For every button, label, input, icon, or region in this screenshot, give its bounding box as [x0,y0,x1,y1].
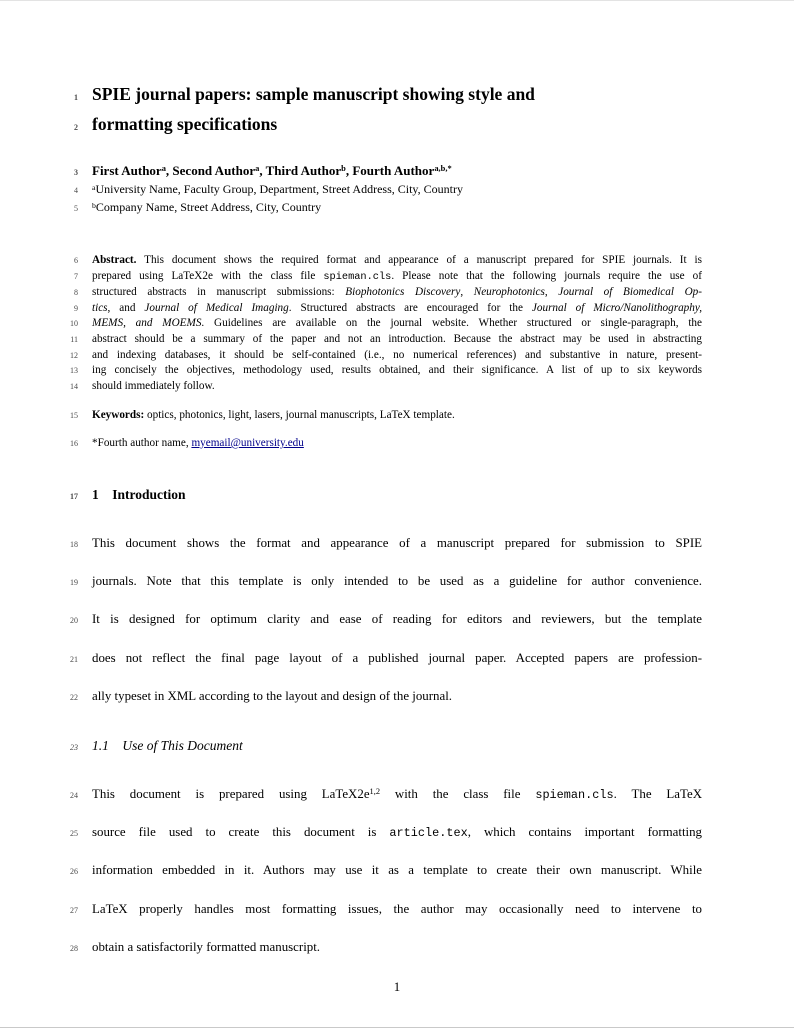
line-number: 7 [74,271,78,281]
line-number: 18 [70,539,78,549]
text-segment: , which contains important formatting [467,824,702,839]
line-text [92,640,702,677]
text-segment: spieman.cls [535,787,614,802]
line-text [92,525,702,562]
text-segment: Keywords: [92,409,145,422]
text-segment: b [92,200,96,210]
text-segment: abstract should be a summary of the paper and not an introduction. Because the abstract may be used in abstracting [92,332,702,345]
text-segment: This document is prepared using LaTeX2e [92,786,370,801]
line-number: 12 [70,350,78,360]
line-text [92,163,702,179]
doc-line [70,737,702,757]
line-number: 1 [74,93,78,102]
doc-line [70,852,702,890]
line-text [92,776,702,814]
doc-line [70,776,703,814]
doc-line [70,363,702,379]
line-number: 21 [70,654,78,664]
doc-line [70,678,702,716]
line-text [92,181,702,197]
line-text [92,601,702,638]
doc-line [74,81,702,111]
doc-line [74,199,702,217]
block-title [74,81,702,141]
block-body [70,525,702,717]
doc-line [74,181,702,199]
text-segment: University Name, Faculty Group, Department, Street Address, City, Country [95,182,463,196]
text-segment: *Fourth author name, [92,436,192,449]
doc-line [70,486,702,506]
line-number: 10 [70,319,78,329]
text-segment: , Third Author [259,163,342,178]
text-segment: , Second Author [165,163,256,178]
block-abstract [70,253,703,394]
line-number: 26 [70,867,78,877]
text-segment: article.tex [389,825,468,840]
line-text [92,111,702,137]
text-segment: . Please note that the following journals require the use of [391,269,702,282]
line-text [92,253,702,269]
line-text [92,379,702,395]
line-number: 3 [74,168,78,177]
text-segment: should immediately follow. [92,379,215,392]
text-segment: Biophotonics Discovery [345,286,461,299]
text-segment: a,b,* [434,163,452,174]
line-text [92,316,702,332]
doc-line [70,436,702,452]
line-number: 5 [74,204,78,213]
email-link[interactable]: myemail@university.edu [191,436,304,449]
text-segment: , and [107,301,145,314]
doc-line [70,891,702,929]
text-segment: , Fourth Author [345,163,435,178]
text-segment: First Author [92,163,162,178]
line-number: 17 [70,491,78,501]
doc-line [70,601,702,639]
doc-line [70,316,702,332]
block-h2 [70,737,702,757]
line-number: 23 [70,742,78,752]
block-note [70,436,702,452]
line-text [92,363,702,379]
doc-line [70,640,702,678]
text-segment: , [460,286,474,299]
text-segment: a [161,163,166,174]
text-segment: optics, photonics, light, lasers, journal manuscripts, LaTeX template. [144,409,455,422]
line-text [92,199,702,215]
text-segment: ing concisely the objectives, methodology used, results obtained, and their significance. A list of up to six keywords [92,364,702,377]
line-number: 16 [70,438,78,448]
line-text [92,891,702,928]
text-segment: LaTeX properly handles most formatting issues, the author may occasionally need to intervene to [92,901,702,916]
text-segment: Abstract. [92,254,137,266]
line-number: 6 [74,256,78,265]
doc-line [70,814,702,852]
block-h1 [70,486,702,506]
doc-line [74,301,703,317]
text-segment: 1 Introduction [92,486,186,502]
line-text [92,332,702,348]
line-text [92,678,702,715]
text-segment: Journal of Medical Imaging [144,301,289,314]
text-segment: source file used to create this document is [92,824,390,839]
line-text [92,348,702,364]
line-number: 4 [74,186,78,195]
line-text [92,301,702,317]
text-segment: . The LaTeX [613,786,703,801]
document-lines [70,81,703,968]
doc-line [70,408,702,424]
line-number: 8 [74,288,78,298]
doc-line [74,253,702,269]
block-keywords [70,408,702,424]
line-number: 15 [70,411,78,421]
doc-line [74,269,702,286]
line-number: 11 [70,334,78,344]
text-segment: does not reflect the final page layout of a published journal paper. Accepted papers are profession- [92,650,702,665]
text-segment: 1,2 [369,786,381,796]
text-segment: MEMS, and MOEMS [92,317,202,330]
line-text [92,737,702,755]
text-segment: This document shows the format and appearance of a manuscript prepared for submission to SPIE [92,535,702,550]
text-segment: Neurophotonics [473,286,545,299]
text-segment: It is designed for optimum clarity and ease of reading for editors and reviewers, but the template [92,612,702,627]
line-number: 13 [70,366,78,376]
text-segment: obtain a satisfactorily formatted manuscript. [92,940,321,955]
doc-line [74,163,702,181]
text-segment: prepared using LaTeX2e with the class file [92,269,324,282]
text-segment: a [255,163,260,174]
doc-line [70,332,702,348]
line-text [92,408,702,424]
page-number: 1 [393,979,401,994]
doc-line [70,525,702,563]
doc-line [74,285,703,301]
text-segment: with the class file [380,786,536,801]
line-text [92,285,702,301]
text-segment: a [92,182,96,192]
text-segment: structured abstracts in manuscript submissions: [92,286,346,299]
line-text [92,81,702,107]
text-segment: This document shows the required format and appearance of a manuscript prepared for SPIE journals. It is [136,254,702,266]
line-number: 28 [70,944,78,954]
block-authors [74,163,702,181]
text-segment: Company Name, Street Address, City, Country [95,200,322,214]
text-segment: b [341,163,346,174]
line-text [92,269,702,286]
text-segment: formatting specifications [92,114,278,134]
line-text [92,814,702,852]
line-text [92,929,702,966]
text-segment: 1.1 Use of This Document [92,737,243,753]
text-segment: Journal of Micro/Nanolithography, [531,301,703,314]
block-affil [74,181,702,217]
doc-line [70,929,702,967]
text-segment: SPIE journal papers: sample manuscript showing style and [92,84,535,104]
block-body [70,776,703,968]
line-number: 22 [70,693,78,703]
text-segment: tics [92,301,108,314]
line-number: 20 [70,616,78,626]
page-footer [92,980,702,995]
line-number: 19 [70,577,78,587]
line-number: 25 [70,828,78,838]
doc-line [70,348,702,364]
text-segment: and indexing databases, it should be self-contained (i.e., no numerical references) and substantive in nature, present- [92,348,702,361]
text-segment: . Structured abstracts are encouraged for the [288,301,532,314]
line-text [92,563,702,600]
line-number: 24 [70,790,78,800]
line-number: 27 [70,905,78,915]
text-segment: ally typeset in XML according to the layout and design of the journal. [92,689,453,704]
text-segment: journals. Note that this template is only intended to be used as a guideline for author convenience. [92,573,702,588]
doc-line [70,379,702,395]
line-text [92,852,702,889]
line-number: 9 [74,303,78,313]
line-text [92,436,702,452]
text-segment: information embedded in it. Authors may use it as a template to create their own manuscript. While [92,863,702,878]
doc-line [74,111,702,141]
line-number: 14 [70,381,78,391]
text-segment: spieman.cls [323,270,392,283]
text-segment: . Guidelines are available on the journal website. Whether structured or single-paragraph, the [201,317,702,330]
line-number: 2 [74,123,78,132]
doc-line [70,563,702,601]
text-segment: , [544,286,559,299]
line-text [92,486,702,504]
text-segment: Journal of Biomedical Op- [558,286,703,299]
